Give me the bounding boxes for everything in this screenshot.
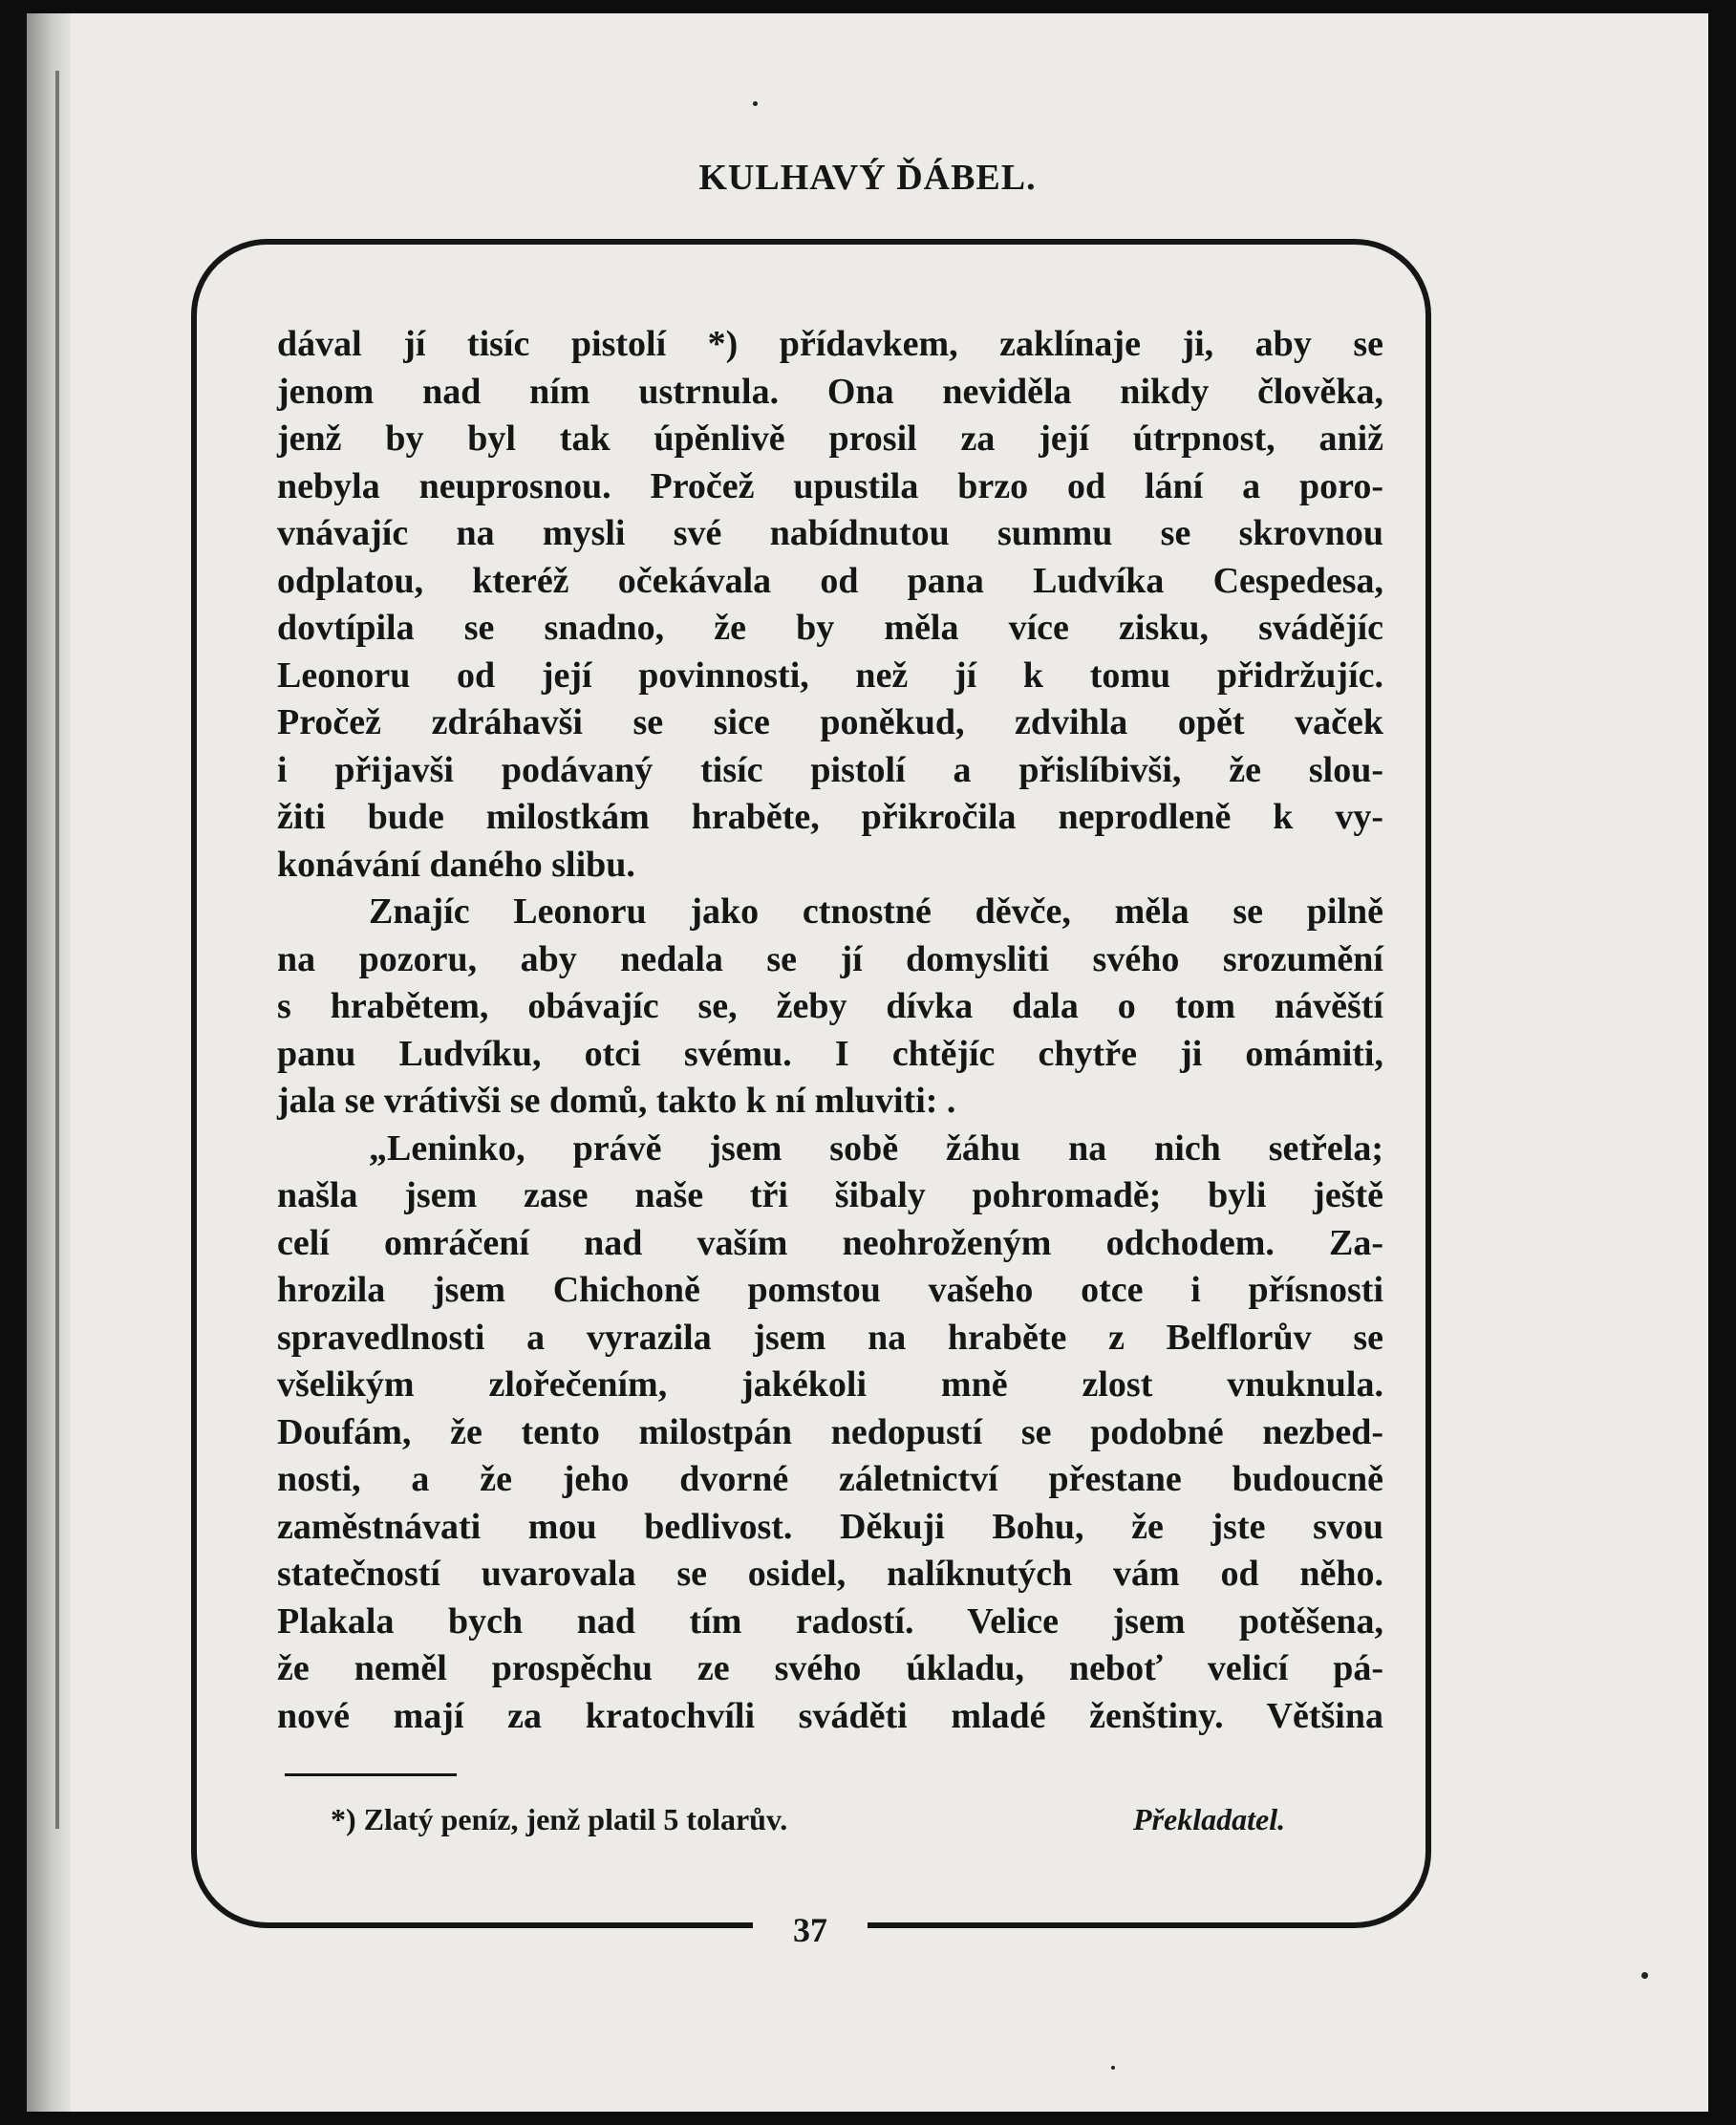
paper-speck bbox=[1111, 2066, 1115, 2070]
body-text bbox=[277, 321, 1383, 1740]
text-line: vnávajíc na mysli své nabídnutou summu se skrovnou bbox=[277, 513, 1383, 553]
text-line: nosti, a že jeho dvorné záletnictví přestane budoucně bbox=[277, 1459, 1383, 1499]
text-line: našla jsem zase naše tři šibaly pohromadě; byli ještě bbox=[277, 1175, 1383, 1215]
text-line: zaměstnávati mou bedlivost. Děkuji Bohu, že jste svou bbox=[277, 1506, 1383, 1547]
page-number: 37 bbox=[793, 1911, 827, 1949]
running-head: KULHAVÝ ĎÁBEL. bbox=[698, 158, 1037, 198]
text-line: celí omráčení nad vaším neohroženým odchodem. Za- bbox=[277, 1222, 1383, 1263]
text-line: žiti bude milostkám hraběte, přikročila neprodleně k vy- bbox=[277, 797, 1383, 837]
text-line: odplatou, kteréž očekávala od pana Ludvíka Cespedesa, bbox=[277, 560, 1383, 601]
text-line: na pozoru, aby nedala se jí domysliti svého srozumění bbox=[277, 938, 1383, 979]
book-binding-edge bbox=[27, 13, 71, 2112]
text-line: „Leninko, právě jsem sobě žáhu na nich setřela; bbox=[369, 1127, 1383, 1169]
paper-speck bbox=[753, 101, 758, 106]
text-line: dovtípila se snadno, že by měla více zisku, svádějíc bbox=[277, 608, 1383, 648]
text-line: statečností uvarovala se osidel, nalíknutých vám od něho. bbox=[277, 1554, 1383, 1594]
text-line: s hrabětem, obávajíc se, žeby dívka dala o tom návěští bbox=[277, 986, 1383, 1026]
text-line: všelikým zlořečením, jakékoli mně zlost vnuknula. bbox=[277, 1364, 1383, 1405]
text-line: konávání daného slibu. bbox=[277, 844, 635, 885]
paper-speck bbox=[1641, 1972, 1648, 1979]
footnote-attribution: Překladatel. bbox=[1133, 1802, 1286, 1836]
text-line: Znajíc Leonoru jako ctnostné děvče, měla se pilně bbox=[369, 891, 1383, 932]
text-line: Pročež zdráhavši se sice poněkud, zdvihla opět vaček bbox=[277, 702, 1383, 742]
book-page bbox=[27, 13, 1708, 2112]
text-line: Doufám, že tento milostpán nedopustí se podobné nezbed- bbox=[277, 1411, 1383, 1452]
footnote-rule bbox=[285, 1773, 457, 1776]
text-line: nové mají za kratochvíli sváděti mladé ženštiny. Většina bbox=[277, 1695, 1383, 1736]
text-line: Leonoru od její povinnosti, než jí k tomu přidržujíc. bbox=[277, 655, 1383, 696]
text-line: hrozila jsem Chichoně pomstou vašeho otce i přísnosti bbox=[277, 1270, 1383, 1310]
text-line: spravedlnosti a vyrazila jsem na hraběte z Belflorův se bbox=[277, 1317, 1383, 1358]
footnote-text: *) Zlatý peníz, jenž platil 5 tolarův. bbox=[331, 1802, 788, 1836]
text-line: i přijavši podávaný tisíc pistolí a přislíbivši, že slou- bbox=[277, 749, 1383, 790]
text-line: nebyla neuprosnou. Pročež upustila brzo od lání a poro- bbox=[277, 465, 1383, 506]
text-line: jenom nad ním ustrnula. Ona neviděla nikdy člověka, bbox=[277, 371, 1383, 412]
text-line: že neměl prospěchu ze svého úkladu, neboť velicí pá- bbox=[277, 1648, 1383, 1688]
binding-shadow-line bbox=[55, 71, 59, 1829]
text-line: dával jí tisíc pistolí *) přídavkem, zaklínaje ji, aby se bbox=[277, 324, 1383, 364]
text-line: jenž by byl tak úpěnlivě prosil za její útrpnost, aniž bbox=[277, 419, 1383, 459]
text-line: panu Ludvíku, otci svému. I chtějíc chytře ji omámiti, bbox=[277, 1033, 1383, 1074]
text-line: Plakala bych nad tím radostí. Velice jsem potěšena, bbox=[277, 1600, 1383, 1642]
text-line: jala se vrátivši se domů, takto k ní mluviti: . bbox=[277, 1081, 956, 1121]
